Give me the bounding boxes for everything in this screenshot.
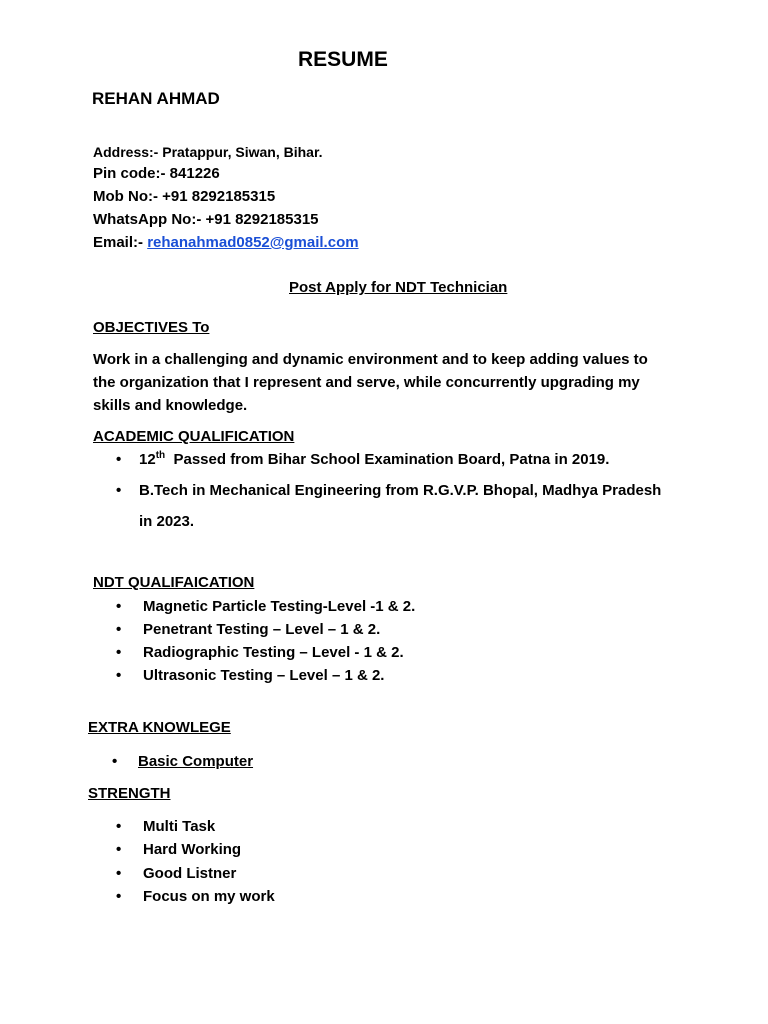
candidate-name: REHAN AHMAD: [92, 89, 220, 108]
ndt-item: Magnetic Particle Testing-Level -1 & 2.: [143, 598, 416, 615]
objectives-line-3: skills and knowledge.: [93, 397, 248, 414]
address-line: Address:- Pratappur, Siwan, Bihar.: [93, 144, 323, 160]
bullet-icon: •: [116, 598, 122, 615]
bullet-icon: •: [116, 482, 122, 499]
bullet-icon: •: [116, 644, 122, 661]
strength-item: Multi Task: [143, 818, 216, 835]
ndt-heading: NDT QUALIFAICATION: [93, 574, 255, 591]
academic-item-btech-line-2: in 2023.: [139, 513, 195, 530]
strength-item: Focus on my work: [143, 888, 275, 905]
strength-item: Hard Working: [143, 841, 242, 858]
mobile-line: Mob No:- +91 8292185315: [93, 188, 276, 205]
objectives-line-1: Work in a challenging and dynamic environment and to keep adding values to: [93, 351, 648, 368]
extra-heading: EXTRA KNOWLEGE: [88, 719, 231, 736]
pin-code-line: Pin code:- 841226: [93, 165, 220, 182]
strength-heading: STRENGTH: [88, 785, 171, 802]
academic-class: 12: [139, 451, 156, 468]
ndt-item: Radiographic Testing – Level - 1 & 2.: [143, 644, 404, 661]
email-link[interactable]: rehanahmad0852@gmail.com: [147, 234, 359, 251]
bullet-icon: •: [112, 753, 118, 770]
extra-item: Basic Computer: [138, 753, 254, 770]
whatsapp-line: WhatsApp No:- +91 8292185315: [93, 211, 319, 228]
bullet-icon: •: [116, 621, 122, 638]
academic-heading: ACADEMIC QUALIFICATION: [93, 428, 295, 445]
bullet-icon: •: [116, 841, 122, 858]
academic-item-btech-line-1: B.Tech in Mechanical Engineering from R.G.V.P. Bhopal, Madhya Pradesh: [139, 482, 662, 499]
strength-item: Good Listner: [143, 865, 237, 882]
page-title: RESUME: [298, 48, 388, 71]
academic-class-suffix: th: [155, 450, 166, 461]
bullet-icon: •: [116, 818, 122, 835]
post-apply-heading: Post Apply for NDT Technician: [289, 279, 508, 296]
objectives-heading: OBJECTIVES To: [93, 319, 210, 336]
email-label: Email:-: [93, 234, 144, 251]
academic-item-12th: [139, 451, 609, 468]
bullet-icon: •: [116, 451, 122, 468]
email-line: [93, 234, 359, 251]
ndt-item: Ultrasonic Testing – Level – 1 & 2.: [143, 667, 385, 684]
ndt-item: Penetrant Testing – Level – 1 & 2.: [143, 621, 381, 638]
objectives-line-2: the organization that I represent and serve, while concurrently upgrading my: [93, 374, 640, 391]
bullet-icon: •: [116, 888, 122, 905]
bullet-icon: •: [116, 667, 122, 684]
academic-class-text: Passed from Bihar School Examination Board, Patna in 2019.: [173, 451, 610, 468]
bullet-icon: •: [116, 865, 122, 882]
